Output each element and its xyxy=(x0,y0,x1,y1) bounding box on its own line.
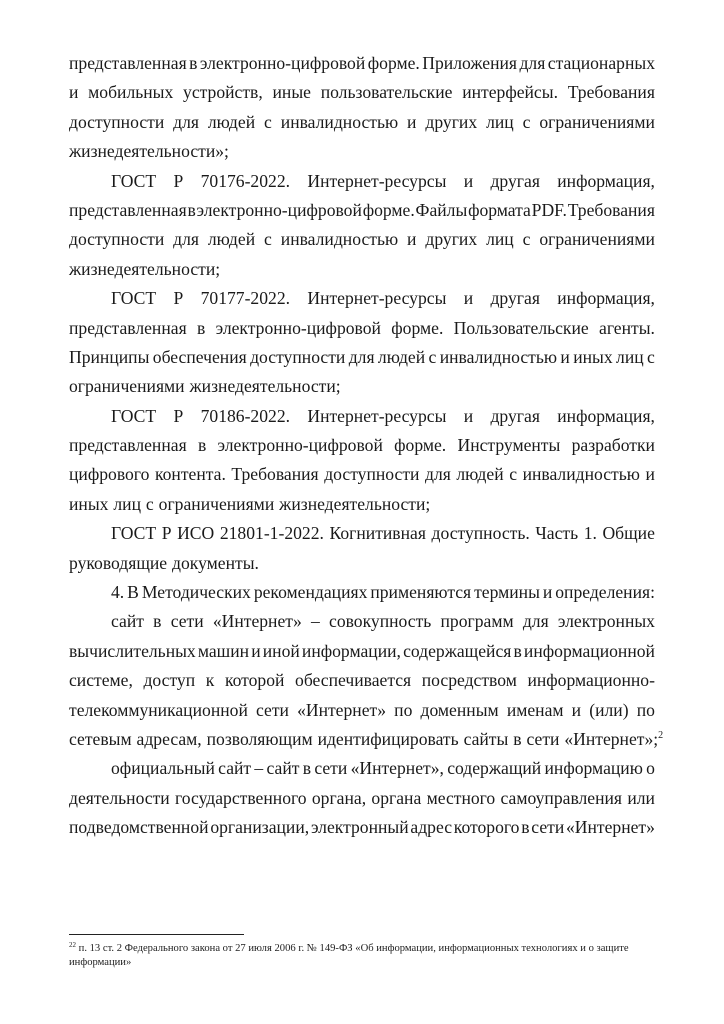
word: посредством xyxy=(421,670,517,691)
word: инвалидностью xyxy=(280,229,399,250)
word: информационной xyxy=(523,640,655,661)
word: представленная xyxy=(69,317,187,338)
word: электронно-цифровой xyxy=(196,199,362,220)
word: или xyxy=(627,787,655,808)
word: информация, xyxy=(557,405,655,426)
word: и xyxy=(407,229,417,250)
word: Требования xyxy=(567,82,655,103)
word: документы. xyxy=(172,552,259,573)
word: сетевым xyxy=(69,728,132,749)
word: адрес xyxy=(410,817,453,838)
word: – xyxy=(311,611,320,632)
word: машин xyxy=(197,640,250,661)
word: и xyxy=(463,288,474,309)
word: информации, xyxy=(301,640,401,661)
word: другая xyxy=(490,170,540,191)
word: лиц xyxy=(113,493,141,514)
word: инвалидностью xyxy=(522,464,640,485)
word: в xyxy=(189,53,198,73)
word: программ xyxy=(440,611,514,632)
word: стационарных xyxy=(547,53,655,73)
word: агенты. xyxy=(599,317,655,338)
word: органа xyxy=(371,787,422,808)
word: форме. xyxy=(394,435,447,456)
text-line xyxy=(69,607,655,636)
word: доступности xyxy=(69,229,165,250)
word: «Интернет», xyxy=(350,758,444,779)
word: совокупность xyxy=(329,611,432,632)
text-line xyxy=(69,813,655,842)
word: – xyxy=(254,758,264,779)
word: форме. xyxy=(391,317,444,338)
word: деятельности xyxy=(69,787,170,808)
text-line xyxy=(69,196,655,225)
word: сайты xyxy=(463,728,509,749)
word: Требования xyxy=(567,199,655,220)
word: местного xyxy=(426,787,496,808)
word: информация, xyxy=(557,288,655,309)
word: Требования xyxy=(231,464,319,485)
word: иных xyxy=(573,346,613,367)
word: и xyxy=(463,405,474,426)
text-line xyxy=(69,167,655,196)
word: содержащейся xyxy=(403,640,512,661)
document-body xyxy=(69,49,664,843)
word: ГОСТ xyxy=(111,170,157,191)
word: именам xyxy=(506,699,564,720)
text-line xyxy=(69,431,655,460)
word: ограничениями xyxy=(539,229,655,250)
footnote-separator xyxy=(69,934,244,935)
word: «Интернет» xyxy=(212,611,302,632)
text-line xyxy=(69,49,655,78)
text-line xyxy=(69,578,655,607)
word: представленная xyxy=(69,199,187,220)
word: и xyxy=(463,170,474,191)
text-line xyxy=(69,637,655,666)
word: в xyxy=(153,611,162,632)
word: доступность. xyxy=(431,523,530,544)
word: формата xyxy=(468,199,531,220)
word: официальный xyxy=(111,758,215,779)
word: для xyxy=(173,229,199,250)
word: для xyxy=(519,53,546,73)
word: ограничениями xyxy=(539,111,655,132)
word: для xyxy=(173,111,199,132)
word: иные xyxy=(272,82,311,103)
word: людей xyxy=(377,346,426,367)
word: сети xyxy=(170,611,204,632)
word: форме. xyxy=(367,53,420,73)
word: с xyxy=(522,229,531,250)
word: содержащий xyxy=(447,758,542,779)
word: жизнедеятельности»; xyxy=(69,141,229,162)
word: Р xyxy=(173,288,184,309)
word: «Интернет»;$^2$ xyxy=(564,728,664,749)
word: сети xyxy=(531,817,565,838)
word: лиц xyxy=(486,111,514,132)
text-line xyxy=(69,666,655,695)
word: обеспечивается xyxy=(295,670,412,691)
footnote-text-2: информации» xyxy=(69,957,132,968)
word: о xyxy=(646,758,655,779)
word: с xyxy=(145,493,154,514)
word: и xyxy=(542,582,553,603)
word: сети xyxy=(256,699,289,720)
word: людей xyxy=(207,111,256,132)
word: иной xyxy=(262,640,300,661)
word: Интернет-ресурсы xyxy=(307,405,447,426)
word: и xyxy=(560,346,570,367)
word: доступности xyxy=(69,111,165,132)
text-line xyxy=(69,696,655,725)
word: и xyxy=(407,111,417,132)
word: Р xyxy=(173,170,184,191)
word: электронно-цифровой xyxy=(217,435,383,456)
word: в xyxy=(196,317,206,338)
word: Файлы xyxy=(415,199,468,220)
word: и xyxy=(69,82,79,103)
word: Общие xyxy=(602,523,655,544)
word: и xyxy=(571,699,582,720)
word: электронно-цифровой xyxy=(199,53,366,73)
word: ограничениями xyxy=(69,376,185,397)
word: термины xyxy=(474,582,540,603)
word: для xyxy=(425,464,451,485)
word: в xyxy=(521,817,530,838)
word: организации, xyxy=(210,817,310,838)
word: обеспечения xyxy=(152,346,247,367)
word: Интернет-ресурсы xyxy=(307,288,447,309)
word: информационно- xyxy=(527,670,655,691)
word: для xyxy=(348,346,375,367)
word: жизнедеятельности; xyxy=(189,376,341,397)
footnote xyxy=(69,942,659,970)
text-line xyxy=(69,549,655,578)
word: системе, xyxy=(69,670,133,691)
word: жизнедеятельности; xyxy=(69,258,221,279)
text-line xyxy=(69,519,655,548)
word: электронных xyxy=(557,611,655,632)
word: разработки xyxy=(571,435,655,456)
word: государственного xyxy=(175,787,307,808)
word: подведомственной xyxy=(69,817,209,838)
word: интерфейсы. xyxy=(462,82,558,103)
word: Р xyxy=(161,523,172,544)
text-line xyxy=(69,343,655,372)
word: других xyxy=(425,111,478,132)
word: Р xyxy=(173,405,184,426)
word: доступ xyxy=(143,670,196,691)
word: и xyxy=(251,640,261,661)
word: с xyxy=(522,111,531,132)
word: рекомендациях xyxy=(253,582,368,603)
word: представленная xyxy=(69,435,187,456)
word: по xyxy=(636,699,655,720)
word: пользовательские xyxy=(320,82,453,103)
text-line xyxy=(69,314,655,343)
word: применяются xyxy=(370,582,472,603)
word: людей xyxy=(207,229,256,250)
word: сайт xyxy=(111,611,144,632)
word: ГОСТ xyxy=(111,405,157,426)
text-line xyxy=(69,754,655,783)
word: доступности xyxy=(324,464,420,485)
word: представленная xyxy=(69,53,187,73)
text-line xyxy=(69,490,655,519)
text-line xyxy=(69,108,655,137)
footnote-text: п. 13 ст. 2 Федерального закона от 27 июля 2006 г. № 149-ФЗ «Об информации, информационных технологиях и о защите xyxy=(78,943,629,954)
word: с xyxy=(264,111,272,132)
footnote-reference[interactable]: 2 xyxy=(658,729,664,741)
word: Пользовательские xyxy=(453,317,589,338)
text-line xyxy=(69,78,655,107)
word: 1. xyxy=(583,523,597,544)
word: устройств, xyxy=(183,82,263,103)
word: органа, xyxy=(311,787,367,808)
word: с xyxy=(647,346,655,367)
word: Когнитивная xyxy=(329,523,426,544)
word: информация, xyxy=(557,170,655,191)
word: ограничениями xyxy=(158,493,275,514)
word: доменным xyxy=(420,699,499,720)
word: вычислительных xyxy=(69,640,196,661)
text-line xyxy=(69,284,655,313)
word: сети xyxy=(314,758,348,779)
word: Методических xyxy=(141,582,251,603)
word: (или) xyxy=(589,699,629,720)
word: другая xyxy=(490,288,540,309)
word: 21801-1-2022. xyxy=(219,523,324,544)
word: в xyxy=(187,199,196,220)
word: 70176-2022. xyxy=(200,170,291,191)
word: Приложения xyxy=(422,53,518,73)
footnote-line xyxy=(69,942,659,956)
footnote-text-1 xyxy=(69,942,629,956)
word: 70186-2022. xyxy=(200,405,291,426)
word: 70177-2022. xyxy=(200,288,291,309)
text-line xyxy=(69,137,655,166)
footnote-marker: 22 xyxy=(69,941,76,949)
word: в xyxy=(513,728,522,749)
word: по xyxy=(394,699,413,720)
word: определения: xyxy=(555,582,655,603)
word: в xyxy=(302,758,312,779)
text-line xyxy=(69,225,655,254)
word: инвалидностью xyxy=(280,111,399,132)
word: телекоммуникационной xyxy=(69,699,248,720)
word: мобильных xyxy=(88,82,174,103)
word: инвалидностью xyxy=(439,346,558,367)
word: ГОСТ xyxy=(111,288,157,309)
word: цифрового xyxy=(69,464,150,485)
word: адресам, xyxy=(136,728,202,749)
word: сети xyxy=(526,728,560,749)
word: В xyxy=(127,582,139,603)
word: которой xyxy=(224,670,285,691)
word: в xyxy=(197,435,207,456)
word: другая xyxy=(490,405,540,426)
text-line xyxy=(69,402,655,431)
word: ИСО xyxy=(177,523,215,544)
word: жизнедеятельности; xyxy=(279,493,431,514)
word: Инструменты xyxy=(457,435,561,456)
word: контента. xyxy=(154,464,226,485)
word: 4. xyxy=(111,582,125,603)
word: электронный xyxy=(310,817,409,838)
word: доступности xyxy=(250,346,346,367)
word: лиц xyxy=(486,229,514,250)
word: лиц xyxy=(616,346,644,367)
word: которого xyxy=(453,817,520,838)
word: в xyxy=(513,640,522,661)
word: и xyxy=(645,464,655,485)
word: «Интернет» xyxy=(566,817,655,838)
word: с xyxy=(264,229,272,250)
word: ГОСТ xyxy=(111,523,157,544)
text-line xyxy=(69,784,655,813)
word: сайт xyxy=(266,758,300,779)
word: других xyxy=(425,229,478,250)
word: идентифицировать xyxy=(317,728,459,749)
word: людей xyxy=(456,464,504,485)
word: самоуправления xyxy=(500,787,623,808)
word: позволяющим xyxy=(206,728,313,749)
word: информацию xyxy=(544,758,643,779)
word: Часть xyxy=(535,523,579,544)
word: Принципы xyxy=(69,346,150,367)
word: руководящие xyxy=(69,552,168,573)
text-line xyxy=(69,255,655,284)
word: иных xyxy=(69,493,109,514)
word: Интернет-ресурсы xyxy=(307,170,447,191)
word: к xyxy=(205,670,215,691)
word: с xyxy=(428,346,437,367)
word: для xyxy=(522,611,549,632)
word: с xyxy=(509,464,517,485)
word: «Интернет» xyxy=(297,699,387,720)
word: форме. xyxy=(362,199,415,220)
word: сайт xyxy=(218,758,252,779)
text-line xyxy=(69,372,655,401)
text-line xyxy=(69,725,664,754)
word: электронно-цифровой xyxy=(215,317,381,338)
word: PDF. xyxy=(531,199,567,220)
text-line xyxy=(69,460,655,489)
